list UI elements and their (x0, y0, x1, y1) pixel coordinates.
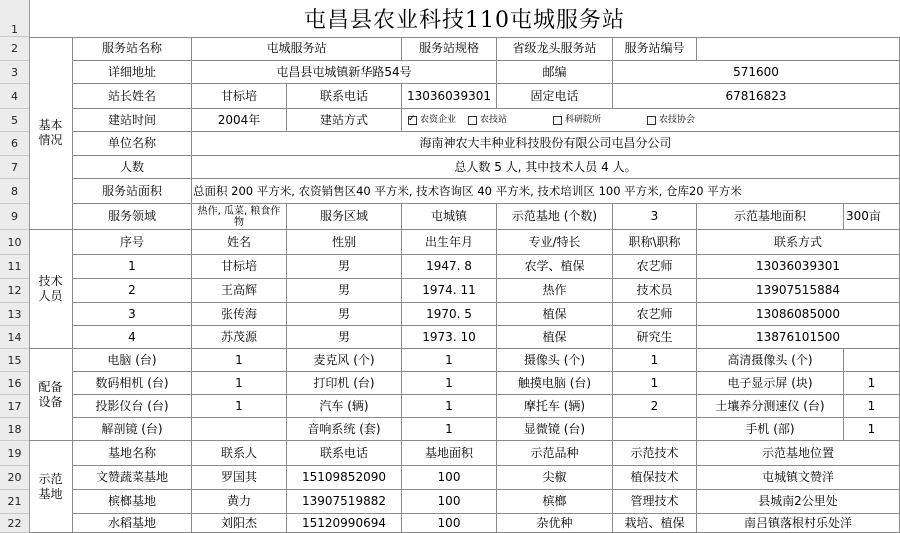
table-cell[interactable]: 1 (402, 418, 497, 441)
checkbox-icon[interactable] (553, 116, 562, 125)
table-cell[interactable]: 100 (402, 466, 497, 490)
table-cell[interactable]: 音响系统 (套) (287, 418, 402, 441)
row-header-column (0, 0, 30, 533)
table-cell[interactable]: 1 (73, 255, 192, 279)
checkbox-icon[interactable] (408, 116, 417, 125)
table-cell[interactable]: 服务领域 (73, 204, 192, 230)
row-number[interactable]: 8 (0, 179, 29, 204)
table-cell[interactable]: 南吕镇落根村乐处洋 (697, 514, 900, 533)
table-cell[interactable]: 服务区域 (287, 204, 402, 230)
checkbox-label: 农技站 (480, 114, 508, 125)
table-cell[interactable]: 解剖镜 (台) (73, 418, 192, 441)
table-cell[interactable]: 甘标培 (192, 84, 287, 109)
table-cell[interactable] (697, 37, 900, 61)
table-cell[interactable]: 人数 (73, 156, 192, 179)
table-cell[interactable]: 2 (613, 395, 697, 418)
table-cell[interactable]: 13907519882 (287, 490, 402, 514)
table-cell[interactable]: 13876101500 (697, 326, 900, 349)
table-cell[interactable]: 1970. 5 (402, 303, 497, 326)
table-cell[interactable]: 服务站规格 (402, 37, 497, 61)
table-cell[interactable]: 摄像头 (个) (497, 349, 613, 372)
table-cell[interactable]: 植保技术 (613, 466, 697, 490)
table-cell[interactable]: 邮编 (497, 61, 613, 84)
table-cell[interactable]: 1 (613, 349, 697, 372)
row-number[interactable]: 16 (0, 372, 29, 395)
table-cell[interactable]: 王高辉 (192, 279, 287, 303)
table-cell[interactable]: 研究生 (613, 326, 697, 349)
build-type-checkbox[interactable] (647, 114, 695, 127)
table-cell[interactable]: 13036039301 (402, 84, 497, 109)
table-cell[interactable]: 省级龙头服务站 (497, 37, 613, 61)
table-cell[interactable]: 男 (287, 303, 402, 326)
column-header[interactable]: 职称\职称 (613, 230, 697, 255)
table-cell[interactable]: 槟榔基地 (73, 490, 192, 514)
row-number[interactable]: 4 (0, 84, 29, 109)
table-cell[interactable]: 3 (613, 204, 697, 230)
column-header[interactable]: 基地名称 (73, 441, 192, 466)
table-cell[interactable]: 示范基地 (个数) (497, 204, 613, 230)
table-cell[interactable]: 服务站名称 (73, 37, 192, 61)
table-cell[interactable]: 热作 (497, 279, 613, 303)
column-header[interactable]: 性别 (287, 230, 402, 255)
row-number[interactable]: 12 (0, 279, 29, 303)
table-cell[interactable]: 手机 (部) (697, 418, 844, 441)
row-number[interactable]: 19 (0, 441, 29, 466)
table-cell[interactable]: 植保 (497, 326, 613, 349)
column-header[interactable]: 基地面积 (402, 441, 497, 466)
table-cell[interactable]: 1 (613, 372, 697, 395)
column-header[interactable]: 联系方式 (697, 230, 900, 255)
checkbox-label: 农技协会 (659, 114, 696, 125)
table-cell[interactable]: 1974. 11 (402, 279, 497, 303)
table-cell[interactable]: 建站方式 (287, 109, 402, 132)
column-header[interactable]: 示范品种 (497, 441, 613, 466)
row-number[interactable]: 18 (0, 418, 29, 441)
table-cell[interactable]: 热作, 瓜菜, 粮食作物 (192, 204, 287, 230)
column-header[interactable]: 姓名 (192, 230, 287, 255)
table-cell[interactable]: 植保 (497, 303, 613, 326)
table-cell[interactable]: 1 (844, 395, 900, 418)
table-cell[interactable]: 571600 (613, 61, 900, 84)
table-cell[interactable]: 2004年 (192, 109, 287, 132)
table-cell[interactable]: 1 (192, 372, 287, 395)
table-cell[interactable]: 总面积 200 平方米, 农资销售区40 平方米, 技术咨询区 40 平方米, 技术培训区 100 平方米, 仓库20 平方米 (192, 179, 900, 204)
table-cell[interactable]: 触摸电脑 (台) (497, 372, 613, 395)
row-number[interactable]: 3 (0, 61, 29, 84)
table-cell[interactable]: 屯城服务站 (192, 37, 402, 61)
table-cell[interactable]: 15109852090 (287, 466, 402, 490)
table-cell[interactable] (192, 418, 287, 441)
table-cell[interactable]: 打印机 (台) (287, 372, 402, 395)
table-cell[interactable]: 联系电话 (287, 84, 402, 109)
row-number[interactable]: 10 (0, 230, 29, 255)
table-cell[interactable]: 显微镜 (台) (497, 418, 613, 441)
table-cell[interactable]: 黄力 (192, 490, 287, 514)
table-cell[interactable]: 水稻基地 (73, 514, 192, 533)
table-cell[interactable]: 管理技术 (613, 490, 697, 514)
row-number[interactable]: 14 (0, 326, 29, 349)
table-cell[interactable]: 15120990694 (287, 514, 402, 533)
table-cell[interactable]: 示范基地面积 (697, 204, 844, 230)
checkbox-icon[interactable] (468, 116, 477, 125)
table-cell[interactable]: 杂优种 (497, 514, 613, 533)
column-header[interactable]: 专业/特长 (497, 230, 613, 255)
table-cell[interactable] (613, 418, 697, 441)
table-cell[interactable]: 服务站编号 (613, 37, 697, 61)
column-header[interactable]: 出生年月 (402, 230, 497, 255)
table-cell[interactable]: 农学、植保 (497, 255, 613, 279)
checkbox-icon[interactable] (647, 116, 656, 125)
table-cell[interactable]: 栽培、植保 (613, 514, 697, 533)
table-cell[interactable]: 摩托车 (辆) (497, 395, 613, 418)
table-cell[interactable]: 电子显示屏 (块) (697, 372, 844, 395)
table-cell[interactable]: 服务站面积 (73, 179, 192, 204)
build-type-checkbox[interactable] (408, 114, 456, 127)
checkbox-label: 科研院所 (565, 114, 602, 125)
section-label[interactable]: 示范基地 (29, 441, 73, 533)
table-cell[interactable]: 1 (844, 372, 900, 395)
table-cell[interactable]: 海南神农大丰种业科技股份有限公司屯昌分公司 (192, 132, 900, 156)
table-cell[interactable]: 技术员 (613, 279, 697, 303)
table-cell[interactable]: 男 (287, 255, 402, 279)
table-cell[interactable]: 1 (402, 349, 497, 372)
row-number[interactable]: 22 (0, 514, 29, 533)
table-cell[interactable]: 1 (402, 395, 497, 418)
table-cell[interactable]: 固定电话 (497, 84, 613, 109)
table-cell[interactable]: 投影仪台 (台) (73, 395, 192, 418)
row-number[interactable]: 7 (0, 156, 29, 179)
table-cell[interactable]: 土壤养分测速仪 (台) (697, 395, 844, 418)
table-cell[interactable]: 3 (73, 303, 192, 326)
table-cell[interactable]: 屯城镇文赞洋 (697, 466, 900, 490)
table-cell[interactable]: 屯昌县屯城镇新华路54号 (192, 61, 497, 84)
row-number[interactable]: 1 (0, 0, 29, 37)
table-cell[interactable] (844, 349, 900, 372)
sheet-title[interactable]: 屯昌县农业科技110屯城服务站 (29, 0, 900, 38)
table-cell[interactable]: 4 (73, 326, 192, 349)
table-cell[interactable]: 总人数 5 人, 其中技术人员 4 人。 (192, 156, 900, 179)
column-header[interactable]: 序号 (73, 230, 192, 255)
table-cell[interactable]: 建站时间 (73, 109, 192, 132)
table-cell[interactable]: 刘阳杰 (192, 514, 287, 533)
section-label[interactable]: 配备设备 (29, 349, 73, 441)
row-number[interactable]: 17 (0, 395, 29, 418)
column-header[interactable]: 示范基地位置 (697, 441, 900, 466)
section-label[interactable]: 技术人员 (29, 230, 73, 349)
table-cell[interactable]: 单位名称 (73, 132, 192, 156)
row-number[interactable]: 20 (0, 466, 29, 490)
row-number[interactable]: 9 (0, 204, 29, 230)
table-cell[interactable]: 1 (192, 395, 287, 418)
table-cell[interactable]: 站长姓名 (73, 84, 192, 109)
section-label[interactable]: 基本情况 (29, 37, 73, 230)
row-number[interactable]: 2 (0, 37, 29, 61)
column-header[interactable]: 示范技术 (613, 441, 697, 466)
table-cell[interactable]: 农艺师 (613, 303, 697, 326)
row-number[interactable]: 6 (0, 132, 29, 156)
row-number[interactable]: 15 (0, 349, 29, 372)
table-cell[interactable]: 男 (287, 326, 402, 349)
table-cell[interactable]: 屯城镇 (402, 204, 497, 230)
build-type-checkbox[interactable] (553, 114, 601, 127)
table-cell[interactable]: 麦克风 (个) (287, 349, 402, 372)
row-number[interactable]: 5 (0, 109, 29, 132)
table-cell[interactable]: 汽车 (辆) (287, 395, 402, 418)
table-cell[interactable]: 槟榔 (497, 490, 613, 514)
column-header[interactable]: 联系人 (192, 441, 287, 466)
table-cell[interactable]: 县城南2公里处 (697, 490, 900, 514)
row-number[interactable]: 13 (0, 303, 29, 326)
table-cell[interactable]: 罗国其 (192, 466, 287, 490)
table-cell[interactable]: 苏茂源 (192, 326, 287, 349)
table-cell[interactable]: 13036039301 (697, 255, 900, 279)
row-number[interactable]: 11 (0, 255, 29, 279)
table-cell[interactable]: 100 (402, 514, 497, 533)
table-cell[interactable]: 13086085000 (697, 303, 900, 326)
table-cell[interactable]: 1 (402, 372, 497, 395)
checkbox-label: 农资企业 (420, 114, 457, 125)
table-cell[interactable]: 2 (73, 279, 192, 303)
table-cell[interactable]: 电脑 (台) (73, 349, 192, 372)
table-cell[interactable]: 甘标培 (192, 255, 287, 279)
table-cell[interactable]: 男 (287, 279, 402, 303)
table-cell[interactable]: 高清摄像头 (个) (697, 349, 844, 372)
table-cell[interactable]: 1973. 10 (402, 326, 497, 349)
table-cell[interactable]: 尖椒 (497, 466, 613, 490)
table-cell[interactable]: 张传海 (192, 303, 287, 326)
table-cell[interactable]: 1 (844, 418, 900, 441)
table-cell[interactable]: 300亩 (844, 204, 900, 230)
column-header[interactable]: 联系电话 (287, 441, 402, 466)
table-cell[interactable]: 文赞蔬菜基地 (73, 466, 192, 490)
table-cell[interactable]: 13907515884 (697, 279, 900, 303)
build-type-checkbox[interactable] (468, 114, 507, 127)
table-cell[interactable]: 100 (402, 490, 497, 514)
table-cell[interactable]: 详细地址 (73, 61, 192, 84)
build-type-checkboxes[interactable] (402, 109, 900, 132)
table-cell[interactable]: 1 (192, 349, 287, 372)
table-cell[interactable]: 数码相机 (台) (73, 372, 192, 395)
table-cell[interactable]: 农艺师 (613, 255, 697, 279)
table-cell[interactable]: 67816823 (613, 84, 900, 109)
table-cell[interactable]: 1947. 8 (402, 255, 497, 279)
row-number[interactable]: 21 (0, 490, 29, 514)
